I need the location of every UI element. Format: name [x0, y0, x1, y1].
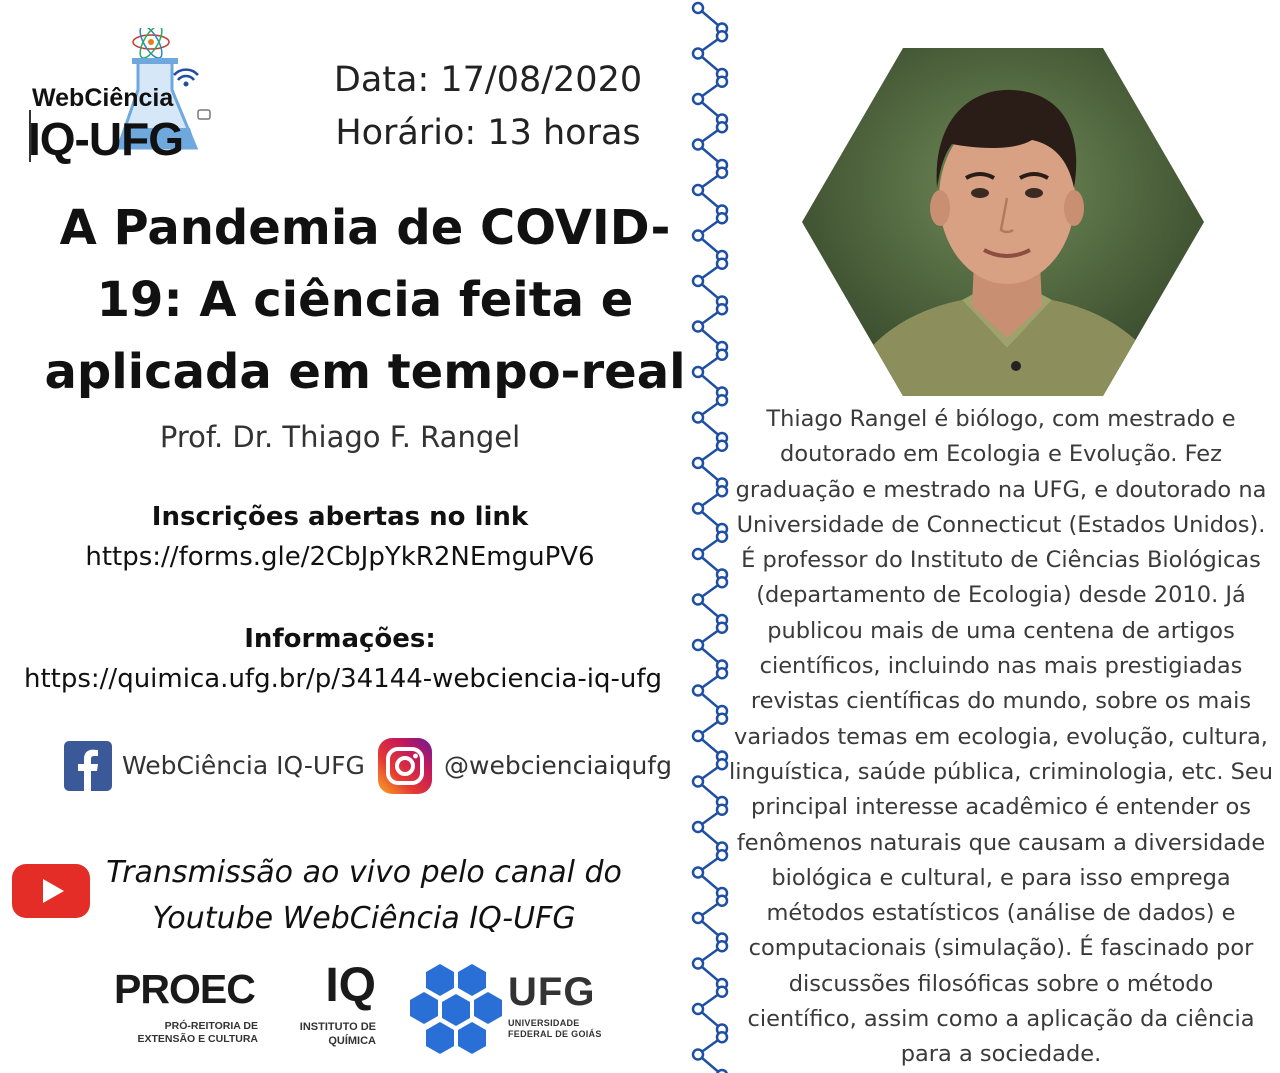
title-line: 19: A ciência feita e — [96, 272, 634, 328]
chain-node — [717, 714, 727, 724]
speaker-name: Prof. Dr. Thiago F. Rangel — [159, 420, 521, 454]
bio-line: para a sociedade. — [900, 1041, 1102, 1068]
chain-node — [717, 77, 727, 87]
chain-node — [717, 259, 727, 269]
bio-line: científicos, incluindo nas mais prestigiadas — [759, 653, 1243, 680]
chain-node — [717, 395, 727, 405]
chain-node — [693, 140, 703, 150]
chain-node — [693, 595, 703, 605]
chain-node — [693, 959, 703, 969]
chain-node — [693, 185, 703, 195]
ufg-hexagons-icon — [410, 960, 506, 1056]
ufg-name: UFG — [508, 970, 596, 1014]
proec-subtitle-line: EXTENSÃO E CULTURA — [137, 1033, 258, 1045]
proec-logo — [114, 966, 260, 1050]
bio-line: computacionais (simulação). É fascinado por — [748, 935, 1254, 962]
chain-node — [693, 367, 703, 377]
iq-subtitle-line: QUÍMICA — [328, 1035, 376, 1047]
chain-node — [693, 731, 703, 741]
chain-node — [717, 213, 727, 223]
bio-line: métodos estatísticos (análise de dados) e — [766, 900, 1236, 927]
chain-node — [693, 686, 703, 696]
chain-node — [717, 987, 727, 997]
bio-line: linguística, saúde pública, criminologia, etc. Seu — [728, 758, 1274, 785]
bio-line: doutorado em Ecologia e Evolução. Fez — [780, 441, 1222, 468]
proec-subtitle — [137, 1020, 258, 1046]
chain-node — [693, 3, 703, 13]
bio-line: graduação e mestrado na UFG, e doutorado na — [735, 476, 1267, 503]
chain-node — [717, 31, 727, 41]
chain-node — [717, 850, 727, 860]
iq-logo — [286, 959, 382, 1054]
stream-line: Youtube WebCiência IQ-UFG — [152, 901, 576, 936]
chain-node — [717, 350, 727, 360]
chain-node — [693, 49, 703, 59]
chain-node — [717, 623, 727, 633]
facebook-icon[interactable] — [64, 741, 112, 791]
chain-node — [693, 1050, 703, 1060]
information-link[interactable]: https://quimica.ufg.br/p/34144-webciencia-iq-ufg — [24, 664, 662, 694]
chain-node — [693, 822, 703, 832]
chain-node — [717, 896, 727, 906]
bio-line: publicou mais de uma centena de artigos — [767, 617, 1235, 644]
instagram-label[interactable]: @webcienciaiqufg — [444, 751, 672, 780]
chain-node — [717, 941, 727, 951]
bio-line: É professor do Instituto de Ciências Biológicas — [741, 547, 1261, 574]
event-time: Horário: 13 horas — [335, 113, 641, 153]
chain-node — [693, 458, 703, 468]
registration-heading: Inscrições abertas no link — [151, 502, 529, 532]
chain-node — [693, 322, 703, 332]
bio-line: (departamento de Ecologia) desde 2010. Já — [756, 582, 1246, 609]
speaker-bio — [728, 402, 1274, 1073]
chain-node — [717, 532, 727, 542]
chain-node — [717, 759, 727, 769]
chain-node — [693, 640, 703, 650]
bio-line: biológica e cultural, e para isso emprega — [771, 864, 1231, 891]
youtube-icon[interactable] — [12, 864, 90, 918]
bio-line: principal interesse acadêmico é entender os — [751, 794, 1251, 821]
bio-line: Universidade de Connecticut (Estados Unidos). — [736, 511, 1266, 538]
ufg-subtitle-line: FEDERAL DE GOIÁS — [508, 1029, 602, 1039]
webciencia-logo — [26, 28, 216, 168]
chain-node — [693, 504, 703, 514]
bio-line: revistas científicas do mundo, sobre os mais — [750, 688, 1252, 715]
chain-node — [693, 868, 703, 878]
chain-node — [717, 1032, 727, 1042]
chain-node — [717, 486, 727, 496]
chain-node — [693, 231, 703, 241]
chain-node — [693, 413, 703, 423]
chain-node — [693, 276, 703, 286]
proec-subtitle-line: PRÓ-REITORIA DE — [164, 1020, 258, 1032]
chain-node — [717, 168, 727, 178]
chain-node — [717, 805, 727, 815]
facebook-label[interactable]: WebCiência IQ-UFG — [122, 751, 365, 780]
chain-node — [693, 777, 703, 787]
stream-line: Transmissão ao vivo pelo canal do — [106, 855, 622, 890]
chain-node — [717, 304, 727, 314]
ufg-subtitle — [508, 1018, 602, 1040]
chain-node — [693, 1004, 703, 1014]
information-heading: Informações: — [244, 624, 436, 654]
iq-subtitle-line: INSTITUTO DE — [299, 1021, 376, 1033]
instagram-icon[interactable] — [376, 738, 434, 794]
bio-line: fenômenos naturais que causam a diversidade — [736, 829, 1266, 856]
logo-line1: WebCiência — [32, 84, 174, 112]
speaker-portrait — [802, 48, 1204, 396]
bio-line: Thiago Rangel é biólogo, com mestrado e — [766, 406, 1236, 432]
chain-node — [693, 913, 703, 923]
title-line: aplicada em tempo-real — [44, 344, 686, 400]
bio-line: discussões filosóficas sobre o método — [788, 970, 1214, 997]
bio-line: científico, assim como a aplicação da ciência — [747, 1006, 1255, 1033]
bio-line: variados temas em ecologia, evolução, cultura, — [734, 723, 1268, 750]
iq-name: IQ — [325, 959, 376, 1012]
event-title — [40, 192, 690, 408]
logo-line2: IQ-UFG — [28, 113, 183, 165]
chain-node — [693, 549, 703, 559]
chain-node — [717, 668, 727, 678]
chain-node — [717, 577, 727, 587]
iq-subtitle — [300, 1020, 376, 1048]
chain-node — [717, 441, 727, 451]
ufg-subtitle-line: UNIVERSIDADE — [508, 1018, 580, 1028]
chain-node — [717, 122, 727, 132]
proec-name: PROEC — [114, 966, 255, 1012]
chain-node — [693, 94, 703, 104]
registration-link[interactable]: https://forms.gle/2CbJpYkR2NEmguPV6 — [85, 542, 595, 572]
title-line: A Pandemia de COVID- — [59, 200, 671, 256]
event-date: Data: 17/08/2020 — [333, 60, 643, 100]
ufg-logo — [410, 960, 600, 1056]
stream-text — [94, 850, 634, 942]
